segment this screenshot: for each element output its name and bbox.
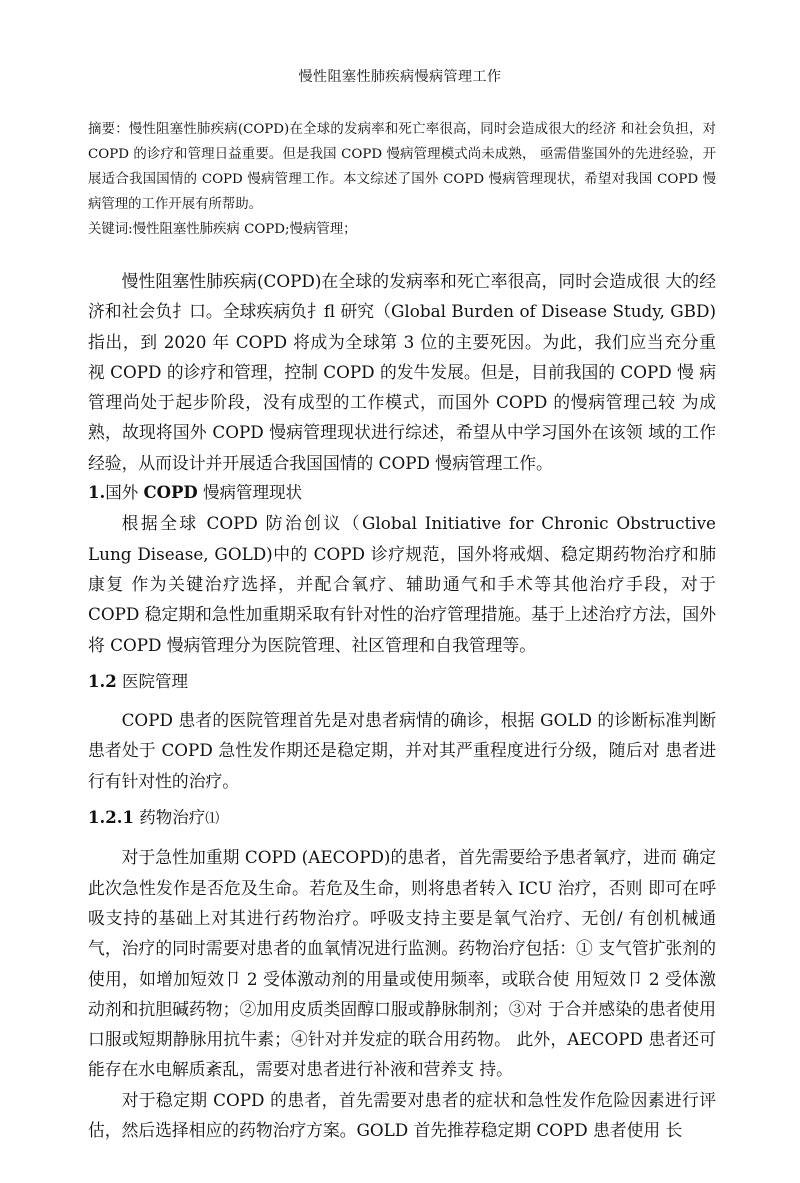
section-1-2-1-heading — [88, 803, 716, 834]
document-title: 慢性阻塞性肺疾病慢病管理工作 — [298, 69, 502, 85]
section-1-2-title: 医院管理 — [121, 671, 188, 691]
section-1-2-heading — [88, 667, 716, 697]
body-text — [88, 266, 716, 1145]
section-1-2-1-paragraph-1: 对于急性加重期 COPD (AECOPD)的患者，首先需要给予患者氧疗，进而 确定此次急性发作是否危及生命。若危及生命，则将患者转入 ICU 治疗，否则 即可在呼吸支持的基础上对其进行药物治疗。呼吸支持主要是氧气治疗、无创/ 有创机械通气，治疗的同时需要对患者的血氧情况进行监测。药物治疗包括：① 支气管扩张剂的使用，如增加短效卩 2 受体激动剂的用量或使用频率，或联合使 用短效卩 2 受体激动剂和抗胆碱药物；②加用皮质类固醇口服或静脉制剂；③对 于合并感染的患者使用口服或短期静脉用抗牛素；④针对并发症的联合用药物。 此外，AECOPD 患者还可能存在水电解质紊乱，需要对患者进行补液和营养支 持。 — [88, 847, 716, 1080]
section-1-2-1-paragraph-2: 对于稳定期 COPD 的患者，首先需要对患者的症状和急性发作危险因素进行评估，然后选择相应的药物治疗方案。GOLD 首先推荐稳定期 COPD 患者使用 长 — [88, 1089, 716, 1141]
keywords-label: 关键词: — [88, 222, 133, 237]
section-1-abbr: COPD — [143, 483, 198, 503]
abstract-block — [88, 117, 716, 242]
section-1-2-1-title: 药物治疗 — [139, 808, 206, 828]
section-1-number: 1. — [88, 483, 106, 503]
keywords-text: 慢性阻塞性肺疾病 COPD;慢病管理； — [132, 222, 357, 237]
section-1-2-1-number: 1.2.1 — [88, 808, 134, 828]
intro-paragraph: 慢性阻塞性肺疾病(COPD)在全球的发病率和死亡率很高，同时会造成很 大的经济和社会负扌口。全球疾病负扌fl 研究（Global Burden of Disease Study, GBD) 指出，到 2020 年 COPD 将成为全球第 3 位的主要死因。为此，我们应当充分重 视 COPD 的诊疗和管理，控制 COPD 的发牛发展。但是，目前我国的 COPD 慢 病管理尚处于起步阶段，没有成型的工作模式，而国外 COPD 的慢病管理己较 为成熟，故现将国外 COPD 慢病管理现状进行综述，希望从中学习国外在该领 域的工作经验，从而设计并开展适合我国国情的 COPD 慢病管理工作。 — [88, 271, 716, 473]
section-1-2-paragraph: COPD 患者的医院管理首先是对患者病情的确诊，根据 GOLD 的诊断标准判断患者处于 COPD 急性发作期还是稳定期，并对其严重程度进行分级，随后对 患者进行有针对性的治疗。 — [88, 710, 716, 791]
keywords-line — [88, 217, 716, 242]
section-1-2-1-ref: ⑴ — [205, 811, 220, 828]
abstract-text: 慢性阻塞性肺疾病(COPD)在全球的发病率和死亡率很高，同时会造成很大的经济 和社会负担，对 COPD 的诊疗和管理日益重要。但是我国 COPD 慢病管理模式尚未成熟， 亟需借鉴国外的先进经验，开展适合我国国情的 COPD 慢病管理工作。本文综述了国外 COPD 慢病管理现状，希望对我国 COPD 慢病管理的工作开展有所帮助。 — [88, 122, 717, 212]
section-1-heading — [88, 478, 716, 508]
abstract-label: 摘要： — [88, 122, 129, 137]
section-1-paragraph: 根据全球 COPD 防治创议（Global Initiative for Chronic Obstructive Lung Disease, GOLD)中的 COPD 诊疗规范，国外将戒烟、稳定期药物治疗和肺康复 作为关键治疗选择，并配合氧疗、辅助通气和手术等其他治疗手段，对于 COPD 稳定期和急性加重期采取有针对性的治疗管理措施。基于上述治疗方法，国外将 COPD 慢病管理分为医院管理、社区管理和自我管理等。 — [88, 513, 716, 655]
abstract-paragraph — [88, 117, 716, 217]
section-1-title: 慢病管理现状 — [202, 483, 302, 503]
section-1-prefix: 国外 — [105, 483, 139, 503]
section-1-2-number: 1.2 — [88, 671, 117, 691]
